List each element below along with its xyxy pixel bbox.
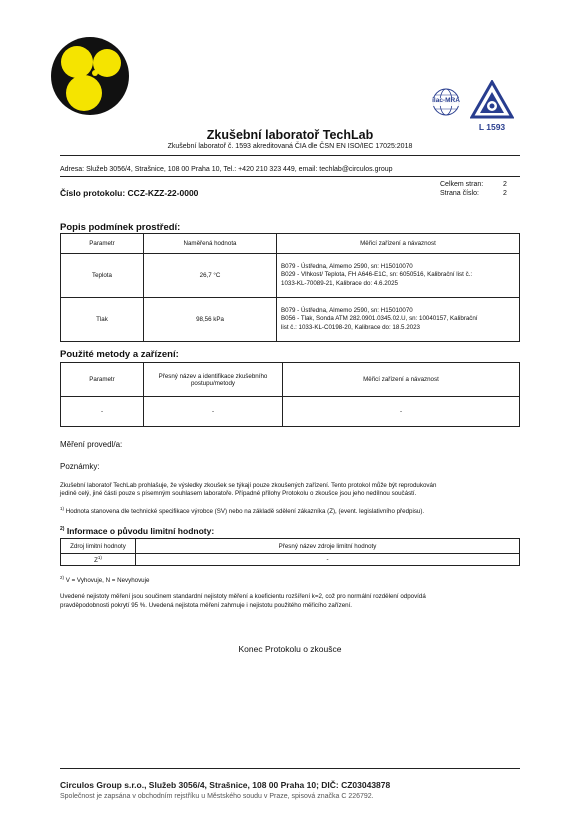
lab-address: Adresa: Služeb 3056/4, Strašnice, 108 00 Praha 10, Tel.: +420 210 323 449, email: techlab@circulos.group: [60, 166, 393, 173]
methods-heading: Použité metody a zařízení:: [60, 349, 179, 360]
end-of-protocol: Konec Protokolu o zkoušce: [238, 644, 342, 654]
protocol-number: CCZ-KZZ-22-0000: [127, 188, 199, 198]
lab-subtitle: Zkušební laboratoř č. 1593 akreditovaná ČIA dle ČSN EN ISO/IEC 17025:2018: [167, 143, 413, 150]
conditions-heading: Popis podmínek prostředí:: [60, 222, 181, 233]
cia-triangle-icon: [470, 80, 514, 120]
footnote-mark: 2): [60, 575, 65, 580]
table-row: [61, 397, 520, 427]
footnote-text: V = Vyhovuje, N = Nevyhovuje: [65, 577, 150, 585]
ilac-mra-label: ilac-MRA: [432, 97, 460, 104]
cia-number: L 1593: [478, 122, 506, 132]
methods-table: [60, 362, 520, 427]
total-pages-label: Celkem stran:: [440, 181, 484, 188]
methods-method: -: [144, 397, 283, 427]
page-number-label: Strana číslo:: [440, 190, 479, 197]
limit-heading: [60, 526, 214, 536]
limit-source-value: Z: [94, 557, 98, 565]
limit-header-source: Zdroj limitní hodnoty: [61, 539, 136, 554]
limit-heading-text: Informace o původu limitní hodnoty:: [66, 526, 215, 536]
table-row: [61, 254, 520, 298]
table-row: [61, 298, 520, 342]
methods-header-equipment: Měřicí zařízení a návaznost: [283, 363, 520, 397]
protocol-label: Číslo protokolu:: [60, 188, 126, 198]
limit-source: [61, 554, 136, 566]
footnote-1: [60, 506, 424, 515]
conditions-value: 98,56 kPa: [144, 298, 277, 342]
footer-registry: Společnost je zapsána v obchodním rejstříku u Městského soudu v Praze, spisová značka C 226792.: [60, 793, 374, 800]
limit-header-name: Přesný název zdroje limitní hodnoty: [136, 539, 520, 554]
equipment-line: B029 - Vlhkost/ Teplota, FH A646-E1C, sn: 6050516, Kalibrační list č.:: [281, 271, 473, 279]
methods-header-method: Přesný název a identifikace zkušebního postupu/metody: [144, 363, 283, 397]
footer-divider: [60, 768, 520, 769]
uncertainty-line-2: pravděpodobnosti pokrytí 95 %. Uvedená nejistota měření zahrnuje i nejistotu použitého měřicího zařízení.: [60, 602, 353, 609]
equipment-line: B056 - Tlak, Sonda ATM 282.0901.0345.02.U, sn: 10040157, Kalibrační: [281, 315, 478, 323]
methods-param: -: [61, 397, 144, 427]
table-row: [61, 554, 520, 566]
uncertainty-line-1: Uvedené nejistoty měření jsou součinem standardní nejistoty měření a koeficientu rozšíření k=2, což pro normální rozdělení odpovídá: [60, 593, 426, 600]
footnote-mark: 1): [60, 506, 65, 511]
methods-equipment: -: [283, 397, 520, 427]
conditions-equipment: [277, 254, 520, 298]
limit-mark: 2): [60, 526, 65, 533]
company-logo: [50, 36, 130, 116]
ilac-mra-badge: [426, 84, 466, 120]
conditions-header-equipment: Měřicí zařízení a návaznost: [277, 234, 520, 254]
conditions-param: Tlak: [61, 298, 144, 342]
conditions-table: [60, 233, 520, 342]
conditions-header-value: Naměřená hodnota: [144, 234, 277, 254]
protocol-number-row: [60, 188, 198, 198]
conditions-value: 26,7 °C: [144, 254, 277, 298]
conditions-header-param: Parametr: [61, 234, 144, 254]
address-divider: [60, 176, 520, 177]
footnote-2: [60, 575, 149, 584]
cia-badge: [470, 80, 514, 134]
header-divider: [60, 155, 520, 156]
performed-by-label: Měření provedl/a:: [60, 440, 123, 449]
equipment-line: B079 - Ústředna, Almemo 2590, sn: H15010070: [281, 262, 413, 270]
limit-source-mark: 1): [97, 555, 102, 560]
notes-label: Poznámky:: [60, 462, 100, 471]
equipment-line: 1033-KL-70089-21, Kalibrace do: 4.6.2025: [281, 279, 398, 287]
footer-company: Circulos Group s.r.o., Služeb 3056/4, Strašnice, 108 00 Praha 10; DIČ: CZ03043878: [60, 780, 391, 790]
equipment-line: B079 - Ústředna, Almemo 2590, sn: H15010070: [281, 306, 413, 314]
footnote-text: Hodnota stanovena dle technické specifikace výrobce (SV) nebo na základě sdělení zákazníka (Z), (event. legislativního předpisu).: [65, 508, 425, 516]
disclaimer-line-1: Zkušební laboratoř TechLab prohlašuje, že výsledky zkoušek se týkají pouze zkoušených zařízení. Tento protokol může být reprodukován: [60, 482, 437, 489]
total-pages-value: 2: [503, 181, 507, 188]
limit-table: [60, 538, 520, 566]
lab-title: Zkušební laboratoř TechLab: [206, 128, 374, 142]
limit-name: -: [136, 554, 520, 566]
conditions-param: Teplota: [61, 254, 144, 298]
page-number-value: 2: [503, 190, 507, 197]
equipment-line: list č.: 1033-KL-C0198-20, Kalibrace do: 18.5.2023: [281, 323, 420, 331]
disclaimer-line-2: jedině celý, jiné části pouze s písemným souhlasem laboratoře. Případné přílohy Protokolu o zkoušce jsou jeho nedílnou součástí.: [60, 490, 417, 497]
conditions-equipment: [277, 298, 520, 342]
methods-header-param: Parametr: [61, 363, 144, 397]
